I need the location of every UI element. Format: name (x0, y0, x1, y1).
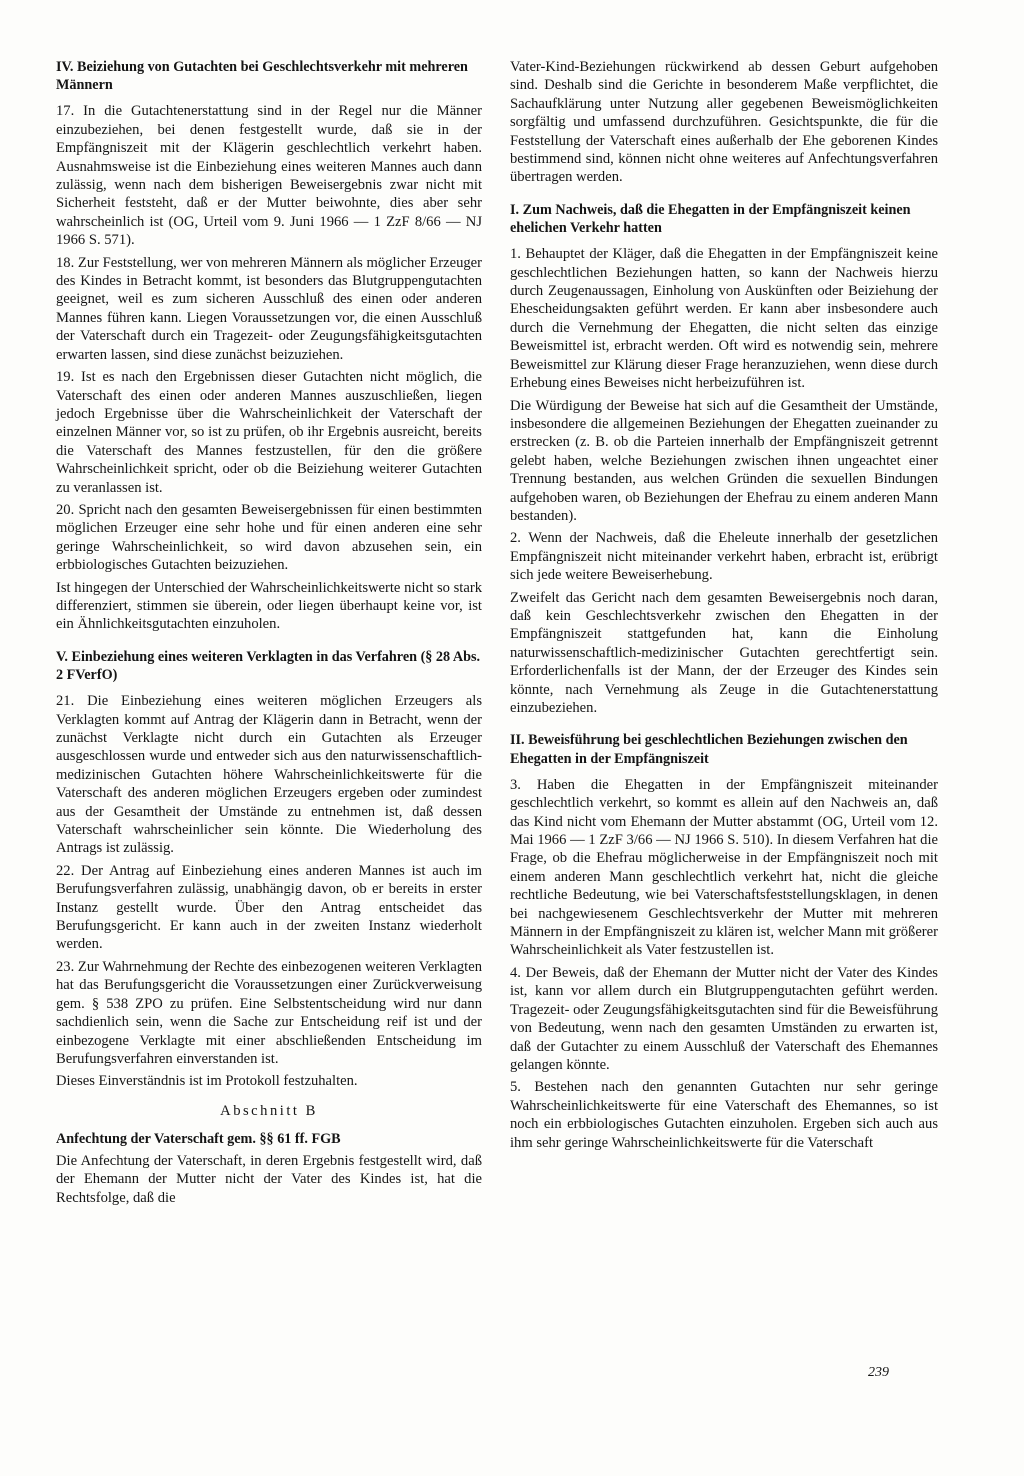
heading-section-iv: IV. Beiziehung von Gutachten bei Geschlechtsverkehr mit mehreren Männern (56, 59, 468, 94)
paragraph-20: 20. Spricht nach den gesamten Beweisergebnissen für einen bestimmten möglichen Erzeuger eine sehr hohe und für einen anderen eine sehr geringe Wahrscheinlichkeit, so wird davon abzusehen sein, ein erbbiologisches Gutachten beizuziehen. (56, 501, 482, 574)
paragraph-22: 22. Der Antrag auf Einbeziehung eines anderen Mannes ist auch im Berufungsverfahren zulässig, unabhängig davon, ob er bereits in erster Instanz gestellt wurde. Über den Antrag entscheidet das Berufungsgericht. Er kann auch in der zweiten Instanz wiederholt werden. (56, 862, 482, 953)
heading-section-ii: II. Beweisführung bei geschlechtlichen Beziehungen zwischen den Ehegatten in der Empfängniszeit (510, 732, 908, 767)
paragraph-23: 23. Zur Wahrnehmung der Rechte des einbezogenen weiteren Verklagten hat das Berufungsgericht die Voraussetzungen einer Zurückverweisung gem. § 538 ZPO zu prüfen. Eine Selbstentscheidung wird nur dann sachdienlich sein, wenn die Sache zur Entscheidung reif ist und der einbezogene Verklagte mit einer abschließenden Entscheidung im Berufungsverfahren einverstanden ist. (56, 958, 482, 1067)
paragraph-17: 17. In die Gutachtenerstattung sind in der Regel nur die Männer einzubeziehen, bei denen festgestellt wurde, daß sie in der Empfängniszeit mit der Klägerin geschlechtlich verkehrt haben. Ausnahmsweise ist die Einbeziehung eines weiteren Mannes auch dann zulässig, wenn nach dem bisherigen Beweisergebnis zwar nicht mit Sicherheit feststeht, daß er der Mutter beiwohnte, dies aber sehr wahrscheinlich ist (OG, Urteil vom 9. Juni 1966 — 1 ZzF 8/66 — NJ 1966 S. 571). (56, 103, 482, 249)
left-column (56, 58, 482, 1211)
paragraph-1-continuation: Die Würdigung der Beweise hat sich auf die Gesamtheit der Umstände, insbesondere die allgemeinen Beziehungen der Ehegatten zueinander zu erstrecken (z. B. ob die Parteien innerhalb der Empfängniszeit getrennt gelebt haben, welche Beziehungen zwischen ihnen ungeachtet einer Trennung bestanden, aus welchen Gründen die sexuellen Bindungen aufgehoben waren, ob Beziehungen der Ehefrau zu einem anderen Mann bestanden). (510, 397, 938, 524)
paragraph-1: 1. Behauptet der Kläger, daß die Ehegatten in der Empfängniszeit keine geschlechtlichen Beziehungen hatten, so kann der Nachweis hierzu durch Zeugenaussagen, Einholung von Auskünften oder Beiziehung der Ehescheidungsakten geführt werden. Er kann aber insbesondere auch durch die Vernehmung der Ehegatten, die nicht selten das einzige Beweismittel ist, erbracht werden. Oft wird es notwendig sein, mehrere Beweismittel zur Klärung dieser Frage heranzuziehen, wenn diese durch Erhebung eines Beweises nicht herbeizuführen ist. (510, 246, 938, 392)
paragraph-5: 5. Bestehen nach den genannten Gutachten nur sehr geringe Wahrscheinlichkeitswerte für eine Vaterschaft des Ehemannes, so ist noch ein erbbiologisches Gutachten einzuholen. Ergeben sich auch aus ihm sehr geringe Wahrscheinlichkeitswerte für die Vaterschaft (510, 1079, 938, 1151)
paragraph-continuation: Vater-Kind-Beziehungen rückwirkend ab dessen Geburt aufgehoben sind. Deshalb sind die Gerichte in besonderem Maße verpflichtet, die Sachaufklärung unter Nutzung aller gegebenen Beweismöglichkeiten sorgfältig und umfassend durchzuführen. Gesichtspunkte, die für die Feststellung der Vaterschaft eines außerhalb der Ehe geborenen Kindes bestimmend sind, können nicht ohne weiteres auf Anfechtungsverfahren übertragen werden. (510, 59, 938, 186)
heading-section-v: V. Einbeziehung eines weiteren Verklagten in das Verfahren (§ 28 Abs. 2 FVerfO) (56, 648, 481, 683)
paragraph-18: 18. Zur Feststellung, wer von mehreren Männern als möglicher Erzeuger des Kindes in Betracht kommt, ist besonders das Blutgruppengutachten geeignet, weil es zum sicheren Ausschluß des einen oder anderen Mannes führen kann. Liegen Voraussetzungen vor, die einen Ausschluß der Vaterschaft durch ein Tragezeit- oder Zeugungsfähigkeitsgutachten erwarten lassen, sind diese zunächst beizuziehen. (56, 254, 482, 363)
paragraph-19: 19. Ist es nach den Ergebnissen dieser Gutachten nicht möglich, die Vaterschaft des einen oder anderen Mannes auszuschließen, liegen jedoch Ergebnisse über die Wahrscheinlichkeit der Vaterschaft der einzelnen Männer vor, so ist zu prüfen, ob ihr Ergebnis ausreicht, bereits die Vaterschaft des Mannes festzustellen, für den die größere Wahrscheinlichkeit spricht, oder ob die Beiziehung weiterer Gutachten zu veranlassen ist. (56, 369, 482, 496)
paragraph-21: 21. Die Einbeziehung eines weiteren möglichen Erzeugers als Verklagten kommt auf Antrag der Klägerin dann in Betracht, wenn der zunächst Verklagte nicht durch ein Gutachten als Erzeuger ausgeschlossen wurde und entweder sich aus den naturwissenschaftlich-medizinischen Gutachten höhere Wahrscheinlichkeitswerte für die Vaterschaft des anderen möglichen Erzeugers ergeben oder zumindest aus der Gesamtheit der Umstände zu entnehmen ist, daß dessen Vaterschaft wahrscheinlicher sein könnte. Die Wiederholung des Antrags ist zulässig. (56, 693, 482, 857)
paragraph-2-continuation: Zweifelt das Gericht nach dem gesamten Beweisergebnis noch daran, daß kein Geschlechtsverkehr zwischen den Ehegatten in der Empfängniszeit stattgefunden hat, kann die Einholung naturwissenschaftlich-medizinischer Gutachten gerechtfertigt sein. Erforderlichenfalls ist der Mann, der der Erzeuger des Kindes sein könnte, nach Vernehmung als Zeuge in die Gutachtenerstattung einzubeziehen. (510, 589, 938, 716)
page-number: 239 (868, 1365, 889, 1380)
paragraph-3: 3. Haben die Ehegatten in der Empfängniszeit miteinander geschlechtlich verkehrt, so kommt es allein auf den Nachweis an, daß das Kind nicht vom Ehemann der Mutter abstammt (OG, Urteil vom 12. Mai 1966 — 1 ZzF 3/66 — NJ 1966 S. 510). In diesem Verfahren hat die Frage, ob die Ehefrau möglicherweise in der Empfängniszeit noch mit einem anderen Mann geschlechtlich verkehrt hat, nicht die gleiche rechtliche Bedeutung, wie bei Vaterschaftsfeststellungsklagen, in denen bei nachgewiesenem Geschlechtsverkehr der Mutter mit mehreren Männern in der Empfängniszeit zu klären ist, welcher Mann mit größerer Wahrscheinlichkeit als Vater festzustellen ist. (510, 776, 938, 959)
paragraph-2: 2. Wenn der Nachweis, daß die Eheleute innerhalb der gesetzlichen Empfängniszeit nicht miteinander verkehrt haben, erbracht ist, erübrigt sich jede weitere Beweiserhebung. (510, 530, 938, 584)
paragraph-23-continuation: Dieses Einverständnis ist im Protokoll festzuhalten. (56, 1073, 358, 1090)
paragraph-20-continuation: Ist hingegen der Unterschied der Wahrscheinlichkeitswerte nicht so stark differenziert, stimmen sie überein, oder liegen überhaupt keine vor, ist ein Ähnlichkeitsgutachten einzuholen. (56, 579, 482, 633)
paragraph-4: 4. Der Beweis, daß der Ehemann der Mutter nicht der Vater des Kindes ist, kann vor allem durch ein Blutgruppengutachten geführt werden. Tragezeit- oder Zeugungsfähigkeitsgutachten sind für die Beweisführung von Bedeutung, wenn nach den gesamten Umständen zu erwarten ist, daß der Gutachter zu einem Ausschluß der Vaterschaft des Ehemannes gelangen könnte. (510, 964, 938, 1073)
right-column (510, 58, 938, 1156)
section-b-label: Abschnitt B (220, 1102, 318, 1119)
heading-anfechtung: Anfechtung der Vaterschaft gem. §§ 61 ff. FGB (56, 1130, 341, 1147)
paragraph-anfechtung-intro: Die Anfechtung der Vaterschaft, in deren Ergebnis festgestellt wird, daß der Ehemann der Mutter nicht der Vater des Kindes ist, hat die Rechtsfolge, daß die (56, 1152, 482, 1206)
heading-section-i: I. Zum Nachweis, daß die Ehegatten in der Empfängniszeit keinen ehelichen Verkehr hatten (510, 201, 911, 237)
